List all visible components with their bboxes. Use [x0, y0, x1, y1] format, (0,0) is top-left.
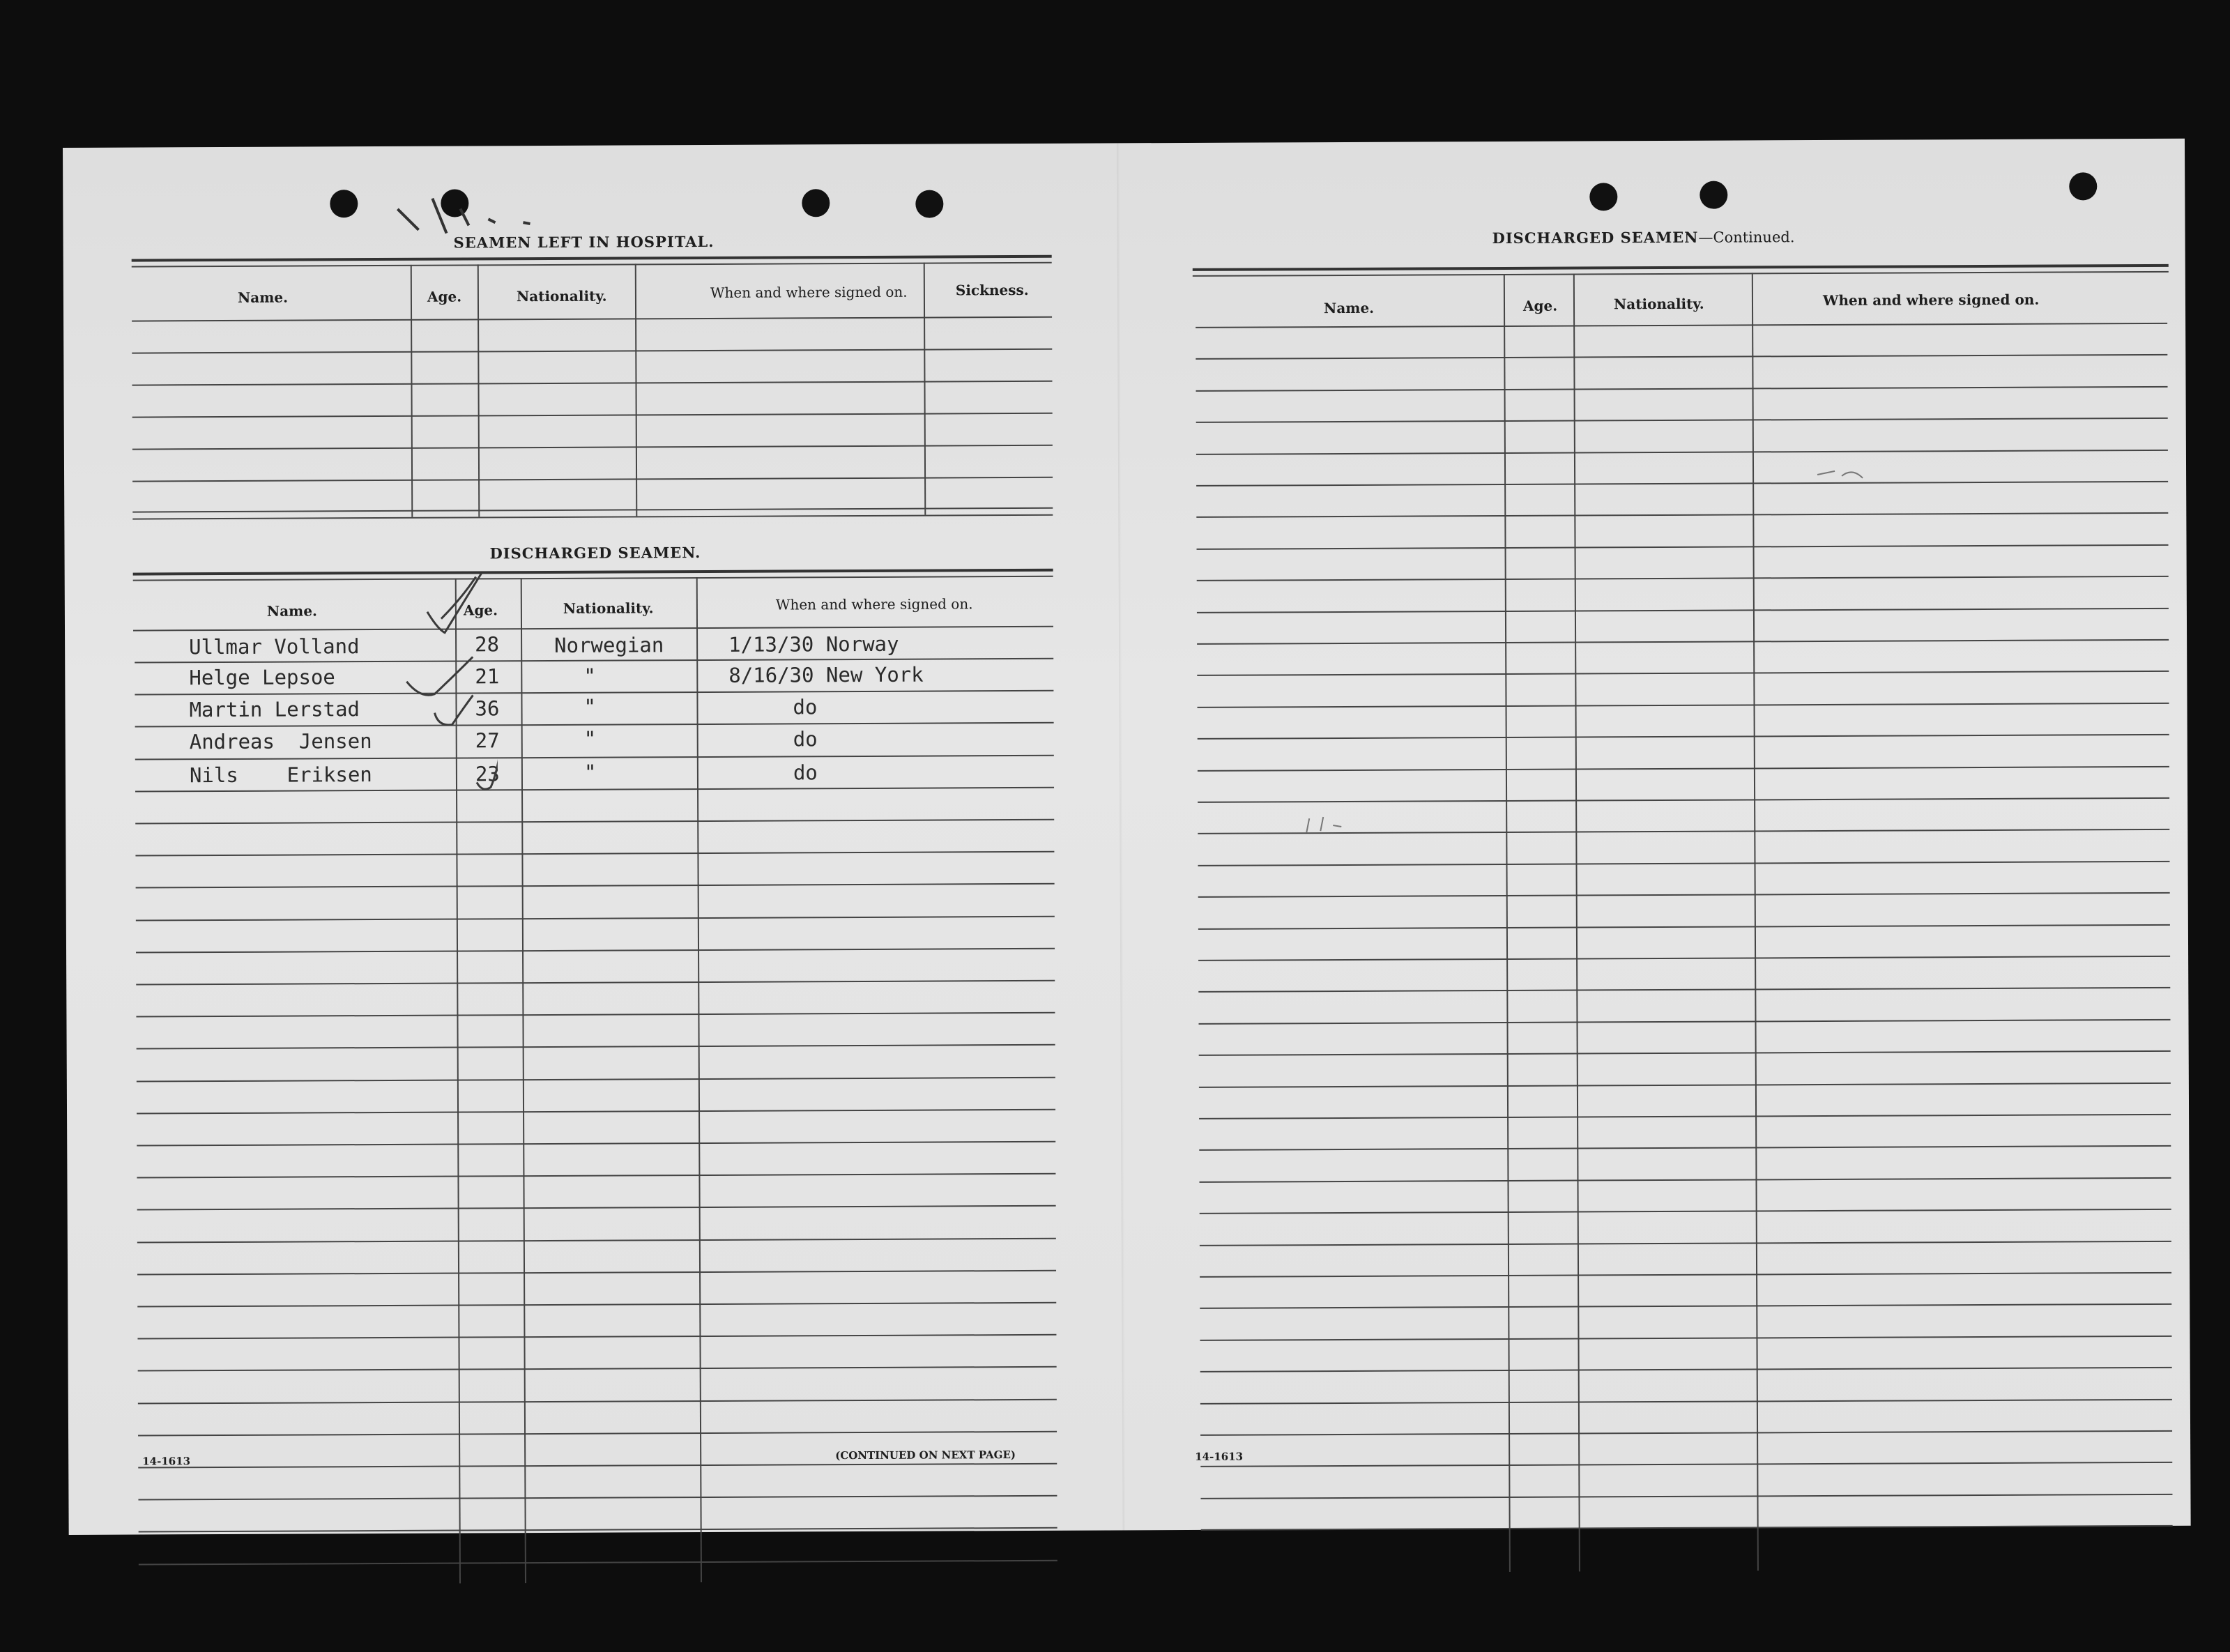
seaman-signed-on: do [793, 695, 818, 719]
ruled-line [1196, 481, 2168, 487]
discharged-col-signed-on: When and where signed on. [775, 595, 973, 613]
ruled-line [135, 787, 1054, 793]
ruled-line [1198, 797, 2169, 803]
seaman-nationality: " [583, 694, 597, 719]
discharged-col-nationality: Nationality. [563, 599, 654, 617]
right-title-main: DISCHARGED SEAMEN [1492, 228, 1699, 247]
punch-hole [1589, 183, 1617, 211]
right-section-title [1492, 228, 1795, 247]
ruled-line [135, 819, 1054, 825]
right-col-divider [1752, 273, 1759, 1570]
ruled-line [137, 1109, 1055, 1115]
ruled-line [136, 1012, 1055, 1018]
ruled-line [137, 1334, 1056, 1340]
ruled-line [136, 980, 1055, 986]
ruled-line [137, 1141, 1055, 1147]
discharged-row-rules [63, 139, 2185, 148]
hospital-section-title: SEAMEN LEFT IN HOSPITAL. [453, 232, 715, 252]
ruled-line [138, 1398, 1057, 1404]
ruled-line [1199, 1082, 2171, 1087]
discharged-col-divider [521, 578, 526, 1583]
ruled-line [1199, 1114, 2171, 1119]
ruled-line [1196, 449, 2168, 454]
ruled-line [1200, 1209, 2171, 1214]
ruled-line [138, 1463, 1057, 1469]
ruled-line [1200, 1336, 2171, 1341]
ruled-line [139, 1527, 1057, 1533]
hospital-table-top-rule-thin [132, 262, 1052, 268]
right-col-name: Name. [1323, 299, 1375, 317]
discharged-section-title: DISCHARGED SEAMEN. [489, 544, 701, 563]
hospital-row-rule [132, 507, 1053, 513]
hospital-col-signed-on: When and where signed on. [710, 283, 908, 301]
ruled-line [1196, 512, 2168, 518]
continued-note: (CONTINUED ON NEXT PAGE) [835, 1448, 1016, 1462]
seaman-age: 28 [475, 632, 500, 657]
hospital-row-rule [132, 445, 1053, 450]
discharged-col-name: Name. [266, 602, 318, 620]
seaman-name: Helge Lepsoe [189, 665, 335, 690]
ruled-line [1198, 703, 2169, 708]
document-sheet [63, 139, 2191, 1535]
discharged-header-rule [133, 626, 1053, 632]
ruled-line [135, 851, 1054, 857]
ruled-line [136, 883, 1055, 889]
ruled-line [137, 1044, 1055, 1050]
hospital-col-name: Name. [237, 289, 289, 306]
seaman-nationality: Norwegian [554, 633, 664, 657]
seaman-name: Andreas Jensen [189, 729, 372, 754]
right-title-suffix: —Continued. [1698, 229, 1795, 246]
ruled-line [1200, 1367, 2172, 1372]
pencil-mark [1299, 811, 1355, 839]
pencil-mark [1814, 461, 1877, 489]
right-col-divider [1573, 274, 1580, 1572]
form-number: 14-1613 [1195, 1450, 1244, 1463]
right-table-top-rule-thin [1193, 271, 2169, 277]
hospital-col-sickness: Sickness. [955, 281, 1029, 299]
form-number: 14-1613 [142, 1455, 191, 1468]
ruled-line [1200, 1303, 2171, 1309]
ruled-line [1199, 1050, 2171, 1056]
right-col-signed-on: When and where signed on. [1822, 291, 2040, 309]
ruled-line [1197, 576, 2169, 581]
seaman-signed-on: 1/13/30 Norway [728, 632, 899, 657]
ruled-line [139, 1559, 1057, 1565]
right-table-top-rule [1193, 264, 2169, 271]
discharged-table-top-rule-thin [133, 576, 1053, 581]
ruled-line [1197, 607, 2169, 613]
ruled-line [1196, 323, 2167, 328]
seaman-signed-on: do [793, 760, 818, 785]
ruled-line [136, 948, 1055, 954]
hospital-row-rule [132, 316, 1052, 322]
ruled-line [1198, 956, 2170, 961]
right-row-rules [63, 139, 2185, 148]
discharged-col-age: Age. [463, 602, 498, 619]
hospital-table-top-rule [132, 255, 1052, 262]
ruled-line [1198, 987, 2170, 993]
ruled-line [1198, 734, 2169, 740]
seaman-age: 27 [475, 728, 500, 753]
ruled-line [1197, 671, 2169, 676]
right-col-age: Age. [1522, 297, 1558, 314]
seaman-age: 36 [475, 696, 500, 721]
ruled-line [1200, 1272, 2171, 1278]
seaman-name: Martin Lerstad [189, 697, 360, 722]
punch-hole [2069, 172, 2097, 200]
ruled-line [1196, 386, 2168, 392]
ruled-line [137, 1076, 1055, 1082]
discharged-table-top-rule [133, 569, 1053, 576]
ruled-line [1196, 354, 2167, 360]
hospital-row-rule [132, 477, 1053, 482]
punch-hole [330, 190, 358, 217]
hospital-row-rule [132, 381, 1052, 386]
discharged-col-divider [696, 577, 702, 1582]
punch-hole [915, 190, 943, 217]
hospital-table-bottom-rule [132, 514, 1053, 520]
seaman-age: 21 [475, 664, 500, 689]
ruled-line [1200, 1494, 2172, 1499]
ruled-line [137, 1237, 1056, 1243]
hospital-row-rule [132, 349, 1052, 354]
seaman-nationality: " [583, 760, 597, 784]
ruled-line [136, 915, 1055, 921]
right-col-divider [1504, 274, 1511, 1572]
seaman-nationality: " [583, 664, 596, 688]
seaman-age: 23 [475, 762, 500, 786]
ruled-line [1198, 1019, 2170, 1025]
ruled-line [1197, 544, 2169, 550]
punch-hole [802, 189, 830, 217]
ruled-line [1200, 1398, 2172, 1404]
ruled-line [1198, 765, 2169, 771]
ruled-line [1196, 418, 2168, 423]
seaman-name: Nils Eriksen [189, 763, 372, 788]
hospital-col-age: Age. [427, 288, 462, 305]
ruled-line [137, 1302, 1056, 1308]
ruled-line [137, 1270, 1056, 1276]
ruled-line [1200, 1462, 2172, 1467]
ruled-line [1198, 924, 2170, 929]
ruled-line [138, 1366, 1057, 1372]
ruled-line [135, 754, 1054, 760]
seaman-signed-on: do [793, 727, 818, 751]
ruled-line [1199, 1145, 2171, 1151]
ruled-line [1200, 1430, 2172, 1436]
seaman-signed-on: 8/16/30 New York [728, 662, 924, 687]
ruled-line [1198, 892, 2170, 898]
hospital-col-nationality: Nationality. [516, 287, 607, 305]
ruled-line [1200, 1240, 2171, 1246]
ruled-line [1201, 1525, 2173, 1531]
punch-hole [1700, 181, 1727, 209]
check-mark [358, 569, 498, 800]
ruled-line [1197, 639, 2169, 645]
ruled-line [1199, 1177, 2171, 1183]
right-col-nationality: Nationality. [1613, 295, 1704, 313]
seaman-name: Ullmar Volland [189, 634, 360, 659]
ruled-line [1198, 861, 2170, 866]
ruled-line [138, 1431, 1057, 1437]
ruled-line [137, 1173, 1055, 1179]
ruled-line [138, 1495, 1057, 1501]
seaman-nationality: " [583, 726, 597, 751]
hospital-row-rule [132, 413, 1053, 418]
ruled-line [137, 1205, 1056, 1211]
